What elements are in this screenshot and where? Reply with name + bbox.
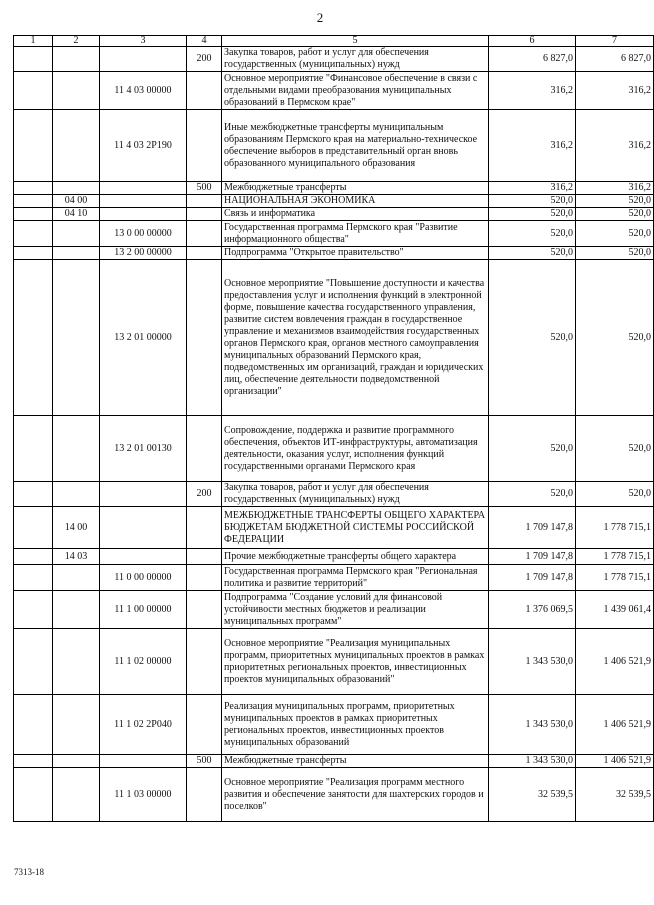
table-row bbox=[14, 182, 654, 195]
item-name-cell: Сопровождение, поддержка и развитие программного обеспечения, объектов ИТ-инфраструктуры, автоматизация деятельности, оказания услуг, исполнения функций государственными органами Пермского края bbox=[222, 416, 489, 482]
target-article-cell: 13 2 00 00000 bbox=[100, 247, 187, 260]
amount-col-7-cell: 520,0 bbox=[576, 208, 654, 221]
expense-type-cell bbox=[187, 72, 222, 110]
subsection-code-cell bbox=[53, 247, 100, 260]
amount-col-6-cell: 6 827,0 bbox=[489, 47, 576, 72]
table-header-row bbox=[14, 36, 654, 47]
subsection-code-cell bbox=[53, 482, 100, 507]
expense-type-cell bbox=[187, 695, 222, 755]
amount-col-6-cell: 1 709 147,8 bbox=[489, 549, 576, 565]
amount-col-6-cell: 520,0 bbox=[489, 260, 576, 416]
amount-col-6-cell: 1 343 530,0 bbox=[489, 695, 576, 755]
subsection-code-cell bbox=[53, 591, 100, 629]
table-row bbox=[14, 110, 654, 182]
subsection-code-cell: 04 00 bbox=[53, 195, 100, 208]
amount-col-7-cell: 1 406 521,9 bbox=[576, 629, 654, 695]
table-row bbox=[14, 591, 654, 629]
amount-col-7-cell: 1 406 521,9 bbox=[576, 695, 654, 755]
section-code-cell bbox=[14, 755, 53, 768]
subsection-code-cell bbox=[53, 416, 100, 482]
target-article-cell bbox=[100, 47, 187, 72]
section-code-cell bbox=[14, 47, 53, 72]
table-row bbox=[14, 629, 654, 695]
amount-col-6-cell: 520,0 bbox=[489, 416, 576, 482]
amount-col-7-cell: 520,0 bbox=[576, 247, 654, 260]
section-code-cell bbox=[14, 72, 53, 110]
amount-col-7-cell: 1 778 715,1 bbox=[576, 549, 654, 565]
expense-type-cell bbox=[187, 260, 222, 416]
table-row bbox=[14, 47, 654, 72]
subsection-code-cell bbox=[53, 695, 100, 755]
header-col-2: 2 bbox=[53, 36, 100, 47]
target-article-cell: 11 0 00 00000 bbox=[100, 565, 187, 591]
expense-type-cell bbox=[187, 629, 222, 695]
amount-col-7-cell: 1 406 521,9 bbox=[576, 755, 654, 768]
header-col-1: 1 bbox=[14, 36, 53, 47]
section-code-cell bbox=[14, 208, 53, 221]
amount-col-7-cell: 1 778 715,1 bbox=[576, 507, 654, 549]
amount-col-7-cell: 1 439 061,4 bbox=[576, 591, 654, 629]
section-code-cell bbox=[14, 549, 53, 565]
expense-type-cell bbox=[187, 591, 222, 629]
section-code-cell bbox=[14, 247, 53, 260]
target-article-cell bbox=[100, 208, 187, 221]
expense-type-cell bbox=[187, 208, 222, 221]
page-number: 2 bbox=[316, 10, 324, 25]
section-code-cell bbox=[14, 507, 53, 549]
item-name-cell: Межбюджетные трансферты bbox=[222, 755, 489, 768]
table-row bbox=[14, 768, 654, 822]
amount-col-6-cell: 520,0 bbox=[489, 208, 576, 221]
target-article-cell: 11 1 00 00000 bbox=[100, 591, 187, 629]
expense-type-cell bbox=[187, 195, 222, 208]
amount-col-7-cell: 520,0 bbox=[576, 416, 654, 482]
item-name-cell: Межбюджетные трансферты bbox=[222, 182, 489, 195]
amount-col-6-cell: 520,0 bbox=[489, 221, 576, 247]
table-row bbox=[14, 565, 654, 591]
section-code-cell bbox=[14, 591, 53, 629]
section-code-cell bbox=[14, 768, 53, 822]
subsection-code-cell bbox=[53, 182, 100, 195]
expense-type-cell bbox=[187, 221, 222, 247]
item-name-cell: Реализация муниципальных программ, приоритетных муниципальных проектов в рамках приоритетных региональных проектов, инвестиционных проектов муниципальных образований bbox=[222, 695, 489, 755]
amount-col-6-cell: 520,0 bbox=[489, 247, 576, 260]
item-name-cell: Прочие межбюджетные трансферты общего характера bbox=[222, 549, 489, 565]
section-code-cell bbox=[14, 416, 53, 482]
item-name-cell: Основное мероприятие "Финансовое обеспечение в связи с отдельными видами преобразования муниципальных образований в Пермском крае" bbox=[222, 72, 489, 110]
expense-type-cell bbox=[187, 247, 222, 260]
subsection-code-cell bbox=[53, 72, 100, 110]
target-article-cell bbox=[100, 482, 187, 507]
expense-type-cell: 200 bbox=[187, 482, 222, 507]
amount-col-6-cell: 316,2 bbox=[489, 72, 576, 110]
subsection-code-cell bbox=[53, 755, 100, 768]
subsection-code-cell bbox=[53, 110, 100, 182]
item-name-cell: НАЦИОНАЛЬНАЯ ЭКОНОМИКА bbox=[222, 195, 489, 208]
subsection-code-cell bbox=[53, 221, 100, 247]
expense-type-cell bbox=[187, 549, 222, 565]
item-name-cell: Закупка товаров, работ и услуг для обеспечения государственных (муниципальных) нужд bbox=[222, 47, 489, 72]
expense-type-cell bbox=[187, 507, 222, 549]
target-article-cell: 11 4 03 00000 bbox=[100, 72, 187, 110]
amount-col-6-cell: 1 376 069,5 bbox=[489, 591, 576, 629]
table-row bbox=[14, 507, 654, 549]
amount-col-6-cell: 1 709 147,8 bbox=[489, 565, 576, 591]
item-name-cell: Основное мероприятие "Повышение доступности и качества предоставления услуг и исполнения функций в электронной форме, повышение качества государственного управления, развитие систем вовлечения граждан в государственное управление и механизмов взаимодействия государственных органов Пермского края, органов местного самоуправления муниципальных образований Пермского края, подведомственных им организаций, граждан и юридических лиц, обеспечение деятельности подведомственной организации" bbox=[222, 260, 489, 416]
item-name-cell: Закупка товаров, работ и услуг для обеспечения государственных (муниципальных) нужд bbox=[222, 482, 489, 507]
section-code-cell bbox=[14, 629, 53, 695]
amount-col-6-cell: 32 539,5 bbox=[489, 768, 576, 822]
amount-col-7-cell: 6 827,0 bbox=[576, 47, 654, 72]
amount-col-7-cell: 316,2 bbox=[576, 182, 654, 195]
section-code-cell bbox=[14, 195, 53, 208]
section-code-cell bbox=[14, 182, 53, 195]
table-row bbox=[14, 416, 654, 482]
amount-col-7-cell: 1 778 715,1 bbox=[576, 565, 654, 591]
table-row bbox=[14, 260, 654, 416]
amount-col-6-cell: 1 343 530,0 bbox=[489, 755, 576, 768]
expense-type-cell bbox=[187, 565, 222, 591]
subsection-code-cell: 14 00 bbox=[53, 507, 100, 549]
target-article-cell: 13 2 01 00000 bbox=[100, 260, 187, 416]
item-name-cell: Связь и информатика bbox=[222, 208, 489, 221]
expense-type-cell bbox=[187, 416, 222, 482]
header-col-5: 5 bbox=[222, 36, 489, 47]
expense-type-cell: 500 bbox=[187, 755, 222, 768]
amount-col-7-cell: 520,0 bbox=[576, 221, 654, 247]
subsection-code-cell: 14 03 bbox=[53, 549, 100, 565]
section-code-cell bbox=[14, 110, 53, 182]
expense-type-cell bbox=[187, 110, 222, 182]
table-row bbox=[14, 208, 654, 221]
target-article-cell bbox=[100, 507, 187, 549]
header-col-3: 3 bbox=[100, 36, 187, 47]
table-row bbox=[14, 195, 654, 208]
table-row bbox=[14, 247, 654, 260]
table-row bbox=[14, 549, 654, 565]
amount-col-7-cell: 316,2 bbox=[576, 110, 654, 182]
amount-col-7-cell: 520,0 bbox=[576, 195, 654, 208]
subsection-code-cell bbox=[53, 260, 100, 416]
subsection-code-cell bbox=[53, 565, 100, 591]
target-article-cell: 13 2 01 00130 bbox=[100, 416, 187, 482]
amount-col-6-cell: 520,0 bbox=[489, 482, 576, 507]
amount-col-6-cell: 520,0 bbox=[489, 195, 576, 208]
table-row bbox=[14, 755, 654, 768]
item-name-cell: Основное мероприятие "Реализация программ местного развития и обеспечение занятости для шахтерских городов и поселков" bbox=[222, 768, 489, 822]
target-article-cell: 11 1 02 00000 bbox=[100, 629, 187, 695]
item-name-cell: Государственная программа Пермского края "Региональная политика и развитие территорий" bbox=[222, 565, 489, 591]
amount-col-6-cell: 1 343 530,0 bbox=[489, 629, 576, 695]
section-code-cell bbox=[14, 565, 53, 591]
item-name-cell: Иные межбюджетные трансферты муниципальным образованиям Пермского края на материально-техническое обеспечение выборов в представительный орган вновь образованного муниципального образования bbox=[222, 110, 489, 182]
target-article-cell bbox=[100, 182, 187, 195]
subsection-code-cell bbox=[53, 47, 100, 72]
target-article-cell: 11 1 02 2Р040 bbox=[100, 695, 187, 755]
item-name-cell: Подпрограмма "Открытое правительство" bbox=[222, 247, 489, 260]
target-article-cell bbox=[100, 755, 187, 768]
target-article-cell: 13 0 00 00000 bbox=[100, 221, 187, 247]
item-name-cell: Основное мероприятие "Реализация муниципальных программ, приоритетных муниципальных проектов в рамках приоритетных региональных проектов, инвестиционных проектов муниципальных образований" bbox=[222, 629, 489, 695]
table-row bbox=[14, 72, 654, 110]
header-col-6: 6 bbox=[489, 36, 576, 47]
document-code: 7313-18 bbox=[14, 867, 44, 877]
expense-type-cell bbox=[187, 768, 222, 822]
subsection-code-cell: 04 10 bbox=[53, 208, 100, 221]
table-row bbox=[14, 482, 654, 507]
amount-col-7-cell: 316,2 bbox=[576, 72, 654, 110]
section-code-cell bbox=[14, 695, 53, 755]
target-article-cell: 11 1 03 00000 bbox=[100, 768, 187, 822]
amount-col-7-cell: 520,0 bbox=[576, 260, 654, 416]
target-article-cell: 11 4 03 2Р190 bbox=[100, 110, 187, 182]
subsection-code-cell bbox=[53, 629, 100, 695]
budget-table bbox=[13, 35, 654, 822]
section-code-cell bbox=[14, 260, 53, 416]
header-col-7: 7 bbox=[576, 36, 654, 47]
target-article-cell bbox=[100, 549, 187, 565]
amount-col-7-cell: 520,0 bbox=[576, 482, 654, 507]
amount-col-7-cell: 32 539,5 bbox=[576, 768, 654, 822]
expense-type-cell: 500 bbox=[187, 182, 222, 195]
expense-type-cell: 200 bbox=[187, 47, 222, 72]
amount-col-6-cell: 316,2 bbox=[489, 110, 576, 182]
section-code-cell bbox=[14, 221, 53, 247]
subsection-code-cell bbox=[53, 768, 100, 822]
header-col-4: 4 bbox=[187, 36, 222, 47]
item-name-cell: Государственная программа Пермского края "Развитие информационного общества" bbox=[222, 221, 489, 247]
item-name-cell: Подпрограмма "Создание условий для финансовой устойчивости местных бюджетов и реализации муниципальных программ" bbox=[222, 591, 489, 629]
target-article-cell bbox=[100, 195, 187, 208]
item-name-cell: МЕЖБЮДЖЕТНЫЕ ТРАНСФЕРТЫ ОБЩЕГО ХАРАКТЕРА БЮДЖЕТАМ БЮДЖЕТНОЙ СИСТЕМЫ РОССИЙСКОЙ ФЕДЕРАЦИИ bbox=[222, 507, 489, 549]
table-row bbox=[14, 221, 654, 247]
amount-col-6-cell: 1 709 147,8 bbox=[489, 507, 576, 549]
amount-col-6-cell: 316,2 bbox=[489, 182, 576, 195]
section-code-cell bbox=[14, 482, 53, 507]
table-row bbox=[14, 695, 654, 755]
